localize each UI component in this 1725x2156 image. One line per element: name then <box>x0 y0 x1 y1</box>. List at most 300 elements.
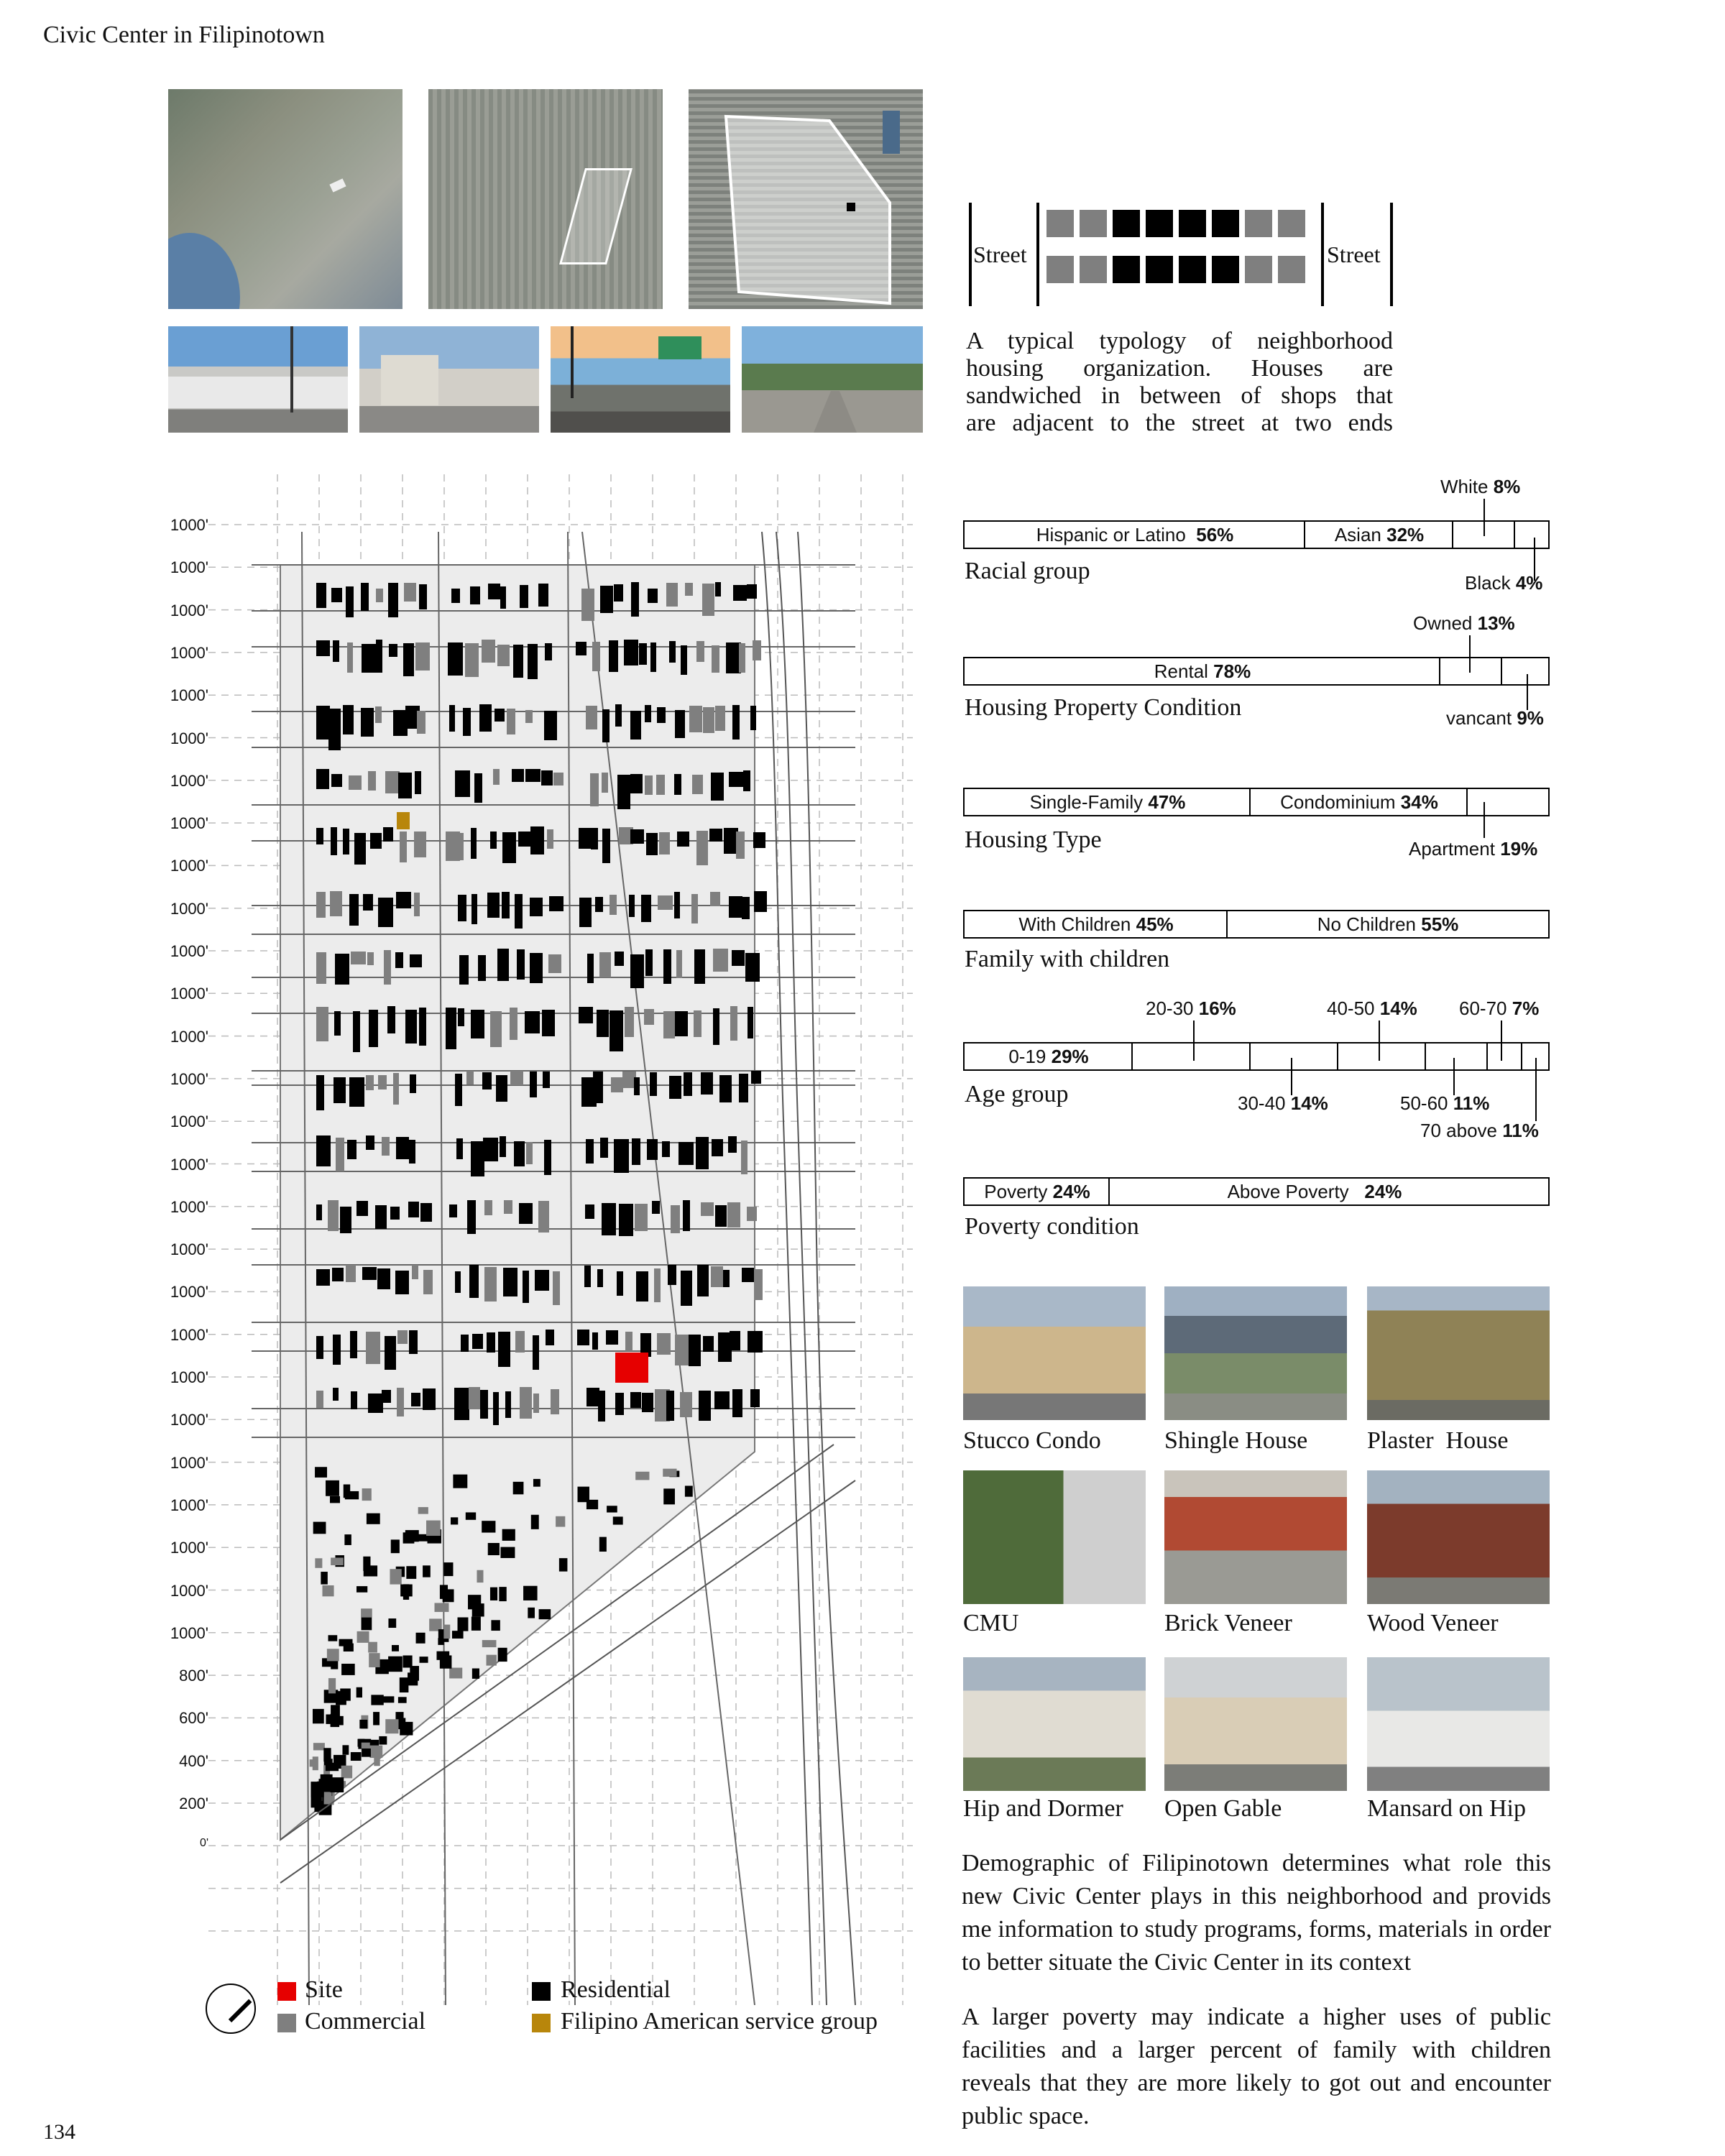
building-footprint <box>590 773 599 806</box>
building-footprint <box>629 895 635 917</box>
building-footprint <box>657 707 666 723</box>
building-footprint <box>730 1331 740 1350</box>
building-footprint <box>331 1714 339 1727</box>
building-footprint <box>639 643 647 665</box>
building-footprint <box>382 1137 390 1156</box>
building-footprint <box>750 706 756 730</box>
building-footprint <box>487 1655 497 1666</box>
building-footprint <box>333 1335 341 1365</box>
building-footprint <box>689 706 702 732</box>
building-footprint <box>493 1392 499 1425</box>
building-footprint <box>647 1139 658 1160</box>
building-footprint <box>479 704 492 732</box>
building-footprint <box>484 1267 497 1302</box>
building-footprint <box>359 1720 367 1728</box>
building-footprint <box>713 1008 719 1045</box>
building-footprint <box>634 1077 640 1095</box>
house-block <box>1146 256 1173 283</box>
building-footprint <box>354 833 366 865</box>
building-footprint <box>423 1388 436 1410</box>
building-footprint <box>410 1074 416 1093</box>
building-footprint <box>361 708 374 737</box>
building-footprint <box>390 1569 401 1584</box>
building-footprint <box>461 1335 469 1352</box>
building-footprint <box>488 1543 500 1555</box>
building-footprint <box>346 586 354 617</box>
building-footprint <box>327 1649 339 1661</box>
building-footprint <box>512 769 524 782</box>
building-footprint <box>469 1265 479 1298</box>
building-footprint <box>715 582 721 596</box>
building-footprint <box>328 1678 336 1693</box>
building-footprint <box>499 1587 506 1601</box>
building-footprint <box>376 640 382 673</box>
building-footprint <box>487 1332 495 1353</box>
building-footprint <box>466 1512 476 1519</box>
building-footprint <box>379 1736 387 1745</box>
building-footprint <box>375 706 382 723</box>
building-footprint <box>343 829 349 854</box>
aerial-photo-district <box>428 89 663 309</box>
label-wood-veneer: Wood Veneer <box>1367 1610 1499 1636</box>
building-footprint <box>373 1712 380 1725</box>
building-footprint <box>528 1608 535 1618</box>
building-footprint <box>586 706 597 729</box>
building-footprint <box>472 894 477 924</box>
building-footprint <box>543 1072 550 1088</box>
building-footprint <box>609 640 618 672</box>
building-footprint <box>344 1534 351 1545</box>
callout-age-20-30: 20-30 16% <box>1146 998 1236 1019</box>
building-footprint <box>415 771 421 794</box>
building-footprint <box>385 1719 398 1733</box>
scale-label: 1000' <box>170 899 208 918</box>
building-footprint <box>630 711 641 740</box>
building-footprint <box>617 1271 623 1296</box>
building-footprint <box>739 1074 748 1102</box>
label-poverty: Poverty condition <box>965 1213 1139 1240</box>
building-footprint <box>635 1204 648 1231</box>
building-footprint <box>387 1006 395 1033</box>
building-footprint <box>531 1515 539 1529</box>
building-footprint <box>576 642 586 655</box>
building-footprint <box>472 1617 481 1631</box>
building-footprint <box>585 1204 594 1219</box>
neighborhood-map <box>208 474 913 2005</box>
building-footprint <box>313 1709 324 1723</box>
building-footprint <box>530 898 543 916</box>
building-footprint <box>316 640 330 656</box>
building-footprint <box>376 589 383 602</box>
building-footprint <box>500 1547 515 1558</box>
building-footprint <box>449 1668 462 1679</box>
building-footprint <box>615 1393 624 1415</box>
scale-label: 1000' <box>170 601 208 619</box>
building-footprint <box>692 775 703 794</box>
scale-label: 1000' <box>170 1453 208 1472</box>
building-footprint <box>503 1268 518 1296</box>
building-footprint <box>361 1608 372 1617</box>
scale-label: 1000' <box>170 1112 208 1131</box>
building-footprint <box>614 1139 629 1173</box>
scale-labels <box>129 0 216 2156</box>
legend-swatch-site <box>277 1982 296 2001</box>
building-footprint <box>732 1389 742 1417</box>
building-footprint <box>451 1517 458 1524</box>
paragraph-poverty: A larger poverty may indicate a higher uses of public facilities and a larger percent of family with children reveals that they are more likely to got out and encounter public space. <box>962 2004 1551 2129</box>
building-footprint <box>316 706 330 740</box>
building-footprint <box>371 1695 383 1705</box>
house-block <box>1113 210 1140 237</box>
building-footprint <box>490 1588 497 1600</box>
building-footprint <box>610 1010 623 1051</box>
building-footprint <box>587 954 594 983</box>
building-footprint <box>681 1271 692 1306</box>
building-footprint <box>610 895 617 915</box>
building-footprint <box>370 833 382 849</box>
scale-label: 1000' <box>170 857 208 875</box>
building-footprint <box>602 709 610 742</box>
building-footprint <box>544 1140 551 1175</box>
building-footprint <box>751 1071 761 1084</box>
callout-age-70-above: 70 above 11% <box>1420 1120 1539 1141</box>
building-footprint <box>408 1672 418 1685</box>
building-footprint <box>356 1687 362 1697</box>
building-footprint <box>750 1389 760 1407</box>
building-footprint <box>368 1393 383 1413</box>
building-footprint <box>579 1007 593 1023</box>
building-footprint <box>689 1335 701 1366</box>
building-footprint <box>715 706 725 731</box>
building-footprint <box>316 583 326 608</box>
building-footprint <box>497 949 509 981</box>
scale-label: 1000' <box>170 1240 208 1259</box>
building-footprint <box>549 896 564 911</box>
building-footprint <box>316 1204 322 1220</box>
label-cmu: CMU <box>963 1610 1019 1636</box>
building-footprint <box>646 833 658 855</box>
building-footprint <box>685 1485 693 1496</box>
building-footprint <box>482 1521 495 1532</box>
building-footprint <box>701 1072 713 1095</box>
building-footprint <box>703 1336 714 1352</box>
building-footprint <box>648 589 658 603</box>
building-footprint <box>429 1618 442 1631</box>
building-footprint <box>313 1522 326 1534</box>
building-footprint <box>741 1141 748 1174</box>
building-footprint <box>553 773 564 786</box>
building-footprint <box>336 1691 346 1705</box>
building-footprint <box>754 1269 763 1300</box>
building-footprint <box>385 1336 396 1370</box>
building-footprint <box>368 1642 377 1653</box>
building-footprint <box>632 1138 640 1165</box>
building-footprint <box>362 1749 371 1757</box>
building-footprint <box>419 1008 426 1046</box>
building-footprint <box>641 895 651 922</box>
building-footprint <box>523 1586 538 1600</box>
building-footprint <box>736 831 745 859</box>
building-footprint <box>709 829 722 842</box>
photo-wood-veneer <box>1367 1470 1550 1604</box>
building-footprint <box>351 952 366 964</box>
photo-plaster-house <box>1367 1286 1550 1420</box>
building-footprint <box>654 1268 661 1302</box>
building-footprint <box>538 1201 549 1233</box>
building-footprint <box>400 1585 413 1597</box>
building-footprint <box>745 953 760 982</box>
building-footprint <box>472 1334 483 1349</box>
street-photo-3 <box>551 326 730 433</box>
building-footprint <box>472 1669 479 1679</box>
building-footprint <box>328 1635 338 1641</box>
building-footprint <box>748 1331 763 1353</box>
building-footprint <box>615 704 622 727</box>
scale-label: 1000' <box>170 1283 208 1302</box>
building-footprint <box>513 1482 524 1494</box>
aerial-photo-site <box>689 89 923 309</box>
building-footprint <box>336 1138 344 1171</box>
building-footprint <box>328 709 341 750</box>
building-footprint <box>530 953 543 983</box>
scale-label: 1000' <box>170 729 208 747</box>
building-footprint <box>650 642 656 672</box>
building-footprint <box>602 829 610 863</box>
scale-label: 1000' <box>170 814 208 833</box>
building-footprint <box>699 1391 711 1421</box>
building-footprint <box>630 954 644 988</box>
scale-label: 1000' <box>170 1623 208 1642</box>
building-footprint <box>351 1391 357 1409</box>
building-footprint <box>535 1270 549 1291</box>
building-footprint <box>396 1137 409 1159</box>
building-footprint <box>403 1532 415 1543</box>
scale-label: 1000' <box>170 686 208 705</box>
building-footprint <box>331 827 337 855</box>
building-footprint <box>530 826 544 854</box>
building-footprint <box>395 952 403 968</box>
building-footprint <box>478 955 486 981</box>
building-footprint <box>455 1074 462 1106</box>
building-footprint <box>455 1271 461 1293</box>
building-footprint <box>669 641 676 663</box>
building-footprint <box>703 707 714 733</box>
building-footprint <box>579 828 592 849</box>
building-footprint <box>729 772 744 787</box>
building-footprint <box>533 1479 540 1487</box>
building-footprint <box>472 1603 484 1616</box>
building-footprint <box>500 586 506 609</box>
building-footprint <box>409 1330 418 1354</box>
shop-block <box>1046 210 1074 237</box>
building-footprint <box>533 1335 539 1370</box>
building-footprint <box>577 1330 589 1345</box>
building-footprint <box>544 711 557 740</box>
building-footprint <box>681 645 687 675</box>
building-footprint <box>340 1207 351 1233</box>
building-footprint <box>443 1562 453 1576</box>
callout-age-60-70: 60-70 7% <box>1459 998 1540 1019</box>
shop-block <box>1278 256 1305 283</box>
building-footprint <box>467 1200 476 1234</box>
scale-label: 1000' <box>170 1325 208 1344</box>
building-footprint <box>502 1529 515 1541</box>
building-footprint <box>393 1073 399 1105</box>
building-footprint <box>344 1484 350 1498</box>
building-footprint <box>607 1506 617 1512</box>
bar-label-asian: Asian 32% <box>1334 523 1425 545</box>
building-footprint <box>484 1200 492 1215</box>
building-footprint <box>488 584 500 599</box>
shop-block <box>1080 256 1107 283</box>
building-footprint <box>405 1010 417 1044</box>
page-number: 134 <box>43 2120 75 2144</box>
building-footprint <box>669 1076 681 1099</box>
building-footprint <box>414 831 426 857</box>
building-footprint <box>378 898 393 927</box>
bar-label-no-children: No Children 55% <box>1317 913 1459 935</box>
building-footprint <box>551 1389 559 1414</box>
building-footprint <box>331 588 342 602</box>
building-footprint <box>366 1075 374 1090</box>
building-footprint <box>392 1645 399 1651</box>
photo-stucco-condo <box>963 1286 1146 1420</box>
street-photo-2 <box>359 326 539 433</box>
building-footprint <box>754 891 767 912</box>
building-footprint <box>417 711 426 734</box>
legend-label-residential: Residential <box>561 1976 671 2003</box>
scale-label: 0' <box>200 1837 208 1850</box>
building-footprint <box>333 1388 339 1401</box>
building-footprint <box>630 774 643 793</box>
building-footprint <box>316 1336 323 1359</box>
callout-white: White 8% <box>1440 476 1521 497</box>
building-footprint <box>617 775 630 809</box>
building-footprint <box>419 584 427 609</box>
building-footprint <box>426 1521 441 1536</box>
building-footprint <box>747 1207 757 1221</box>
building-footprint <box>743 770 750 791</box>
building-footprint <box>592 642 600 671</box>
building-footprint <box>409 1140 415 1164</box>
building-footprint <box>517 949 525 980</box>
building-footprint <box>663 949 671 984</box>
building-footprint <box>388 1618 396 1628</box>
callout-age-50-60: 50-60 11% <box>1400 1092 1490 1114</box>
bar-label-with-children: With Children 45% <box>1018 913 1174 935</box>
building-footprint <box>504 1200 512 1214</box>
building-footprint <box>518 831 530 847</box>
photo-hip-and-dormer <box>963 1657 1146 1791</box>
building-footprint <box>710 892 720 906</box>
building-footprint <box>315 1558 322 1567</box>
building-footprint <box>436 1651 449 1660</box>
building-footprint <box>597 1010 609 1037</box>
building-footprint <box>397 1388 404 1416</box>
building-footprint <box>465 643 479 677</box>
building-footprint <box>477 1570 483 1583</box>
building-footprint <box>383 827 393 842</box>
scale-label: 1000' <box>170 1197 208 1216</box>
house-block <box>1146 210 1173 237</box>
building-footprint <box>326 1763 339 1772</box>
building-footprint <box>341 1766 352 1779</box>
building-footprint <box>711 1266 723 1287</box>
building-footprint <box>614 584 623 602</box>
building-footprint <box>520 585 528 608</box>
building-footprint <box>545 643 552 660</box>
building-footprint <box>366 1135 374 1150</box>
building-footprint <box>396 892 411 908</box>
building-footprint <box>457 833 464 860</box>
building-footprint <box>378 1075 387 1089</box>
label-racial-group: Racial group <box>965 558 1090 584</box>
building-footprint <box>547 829 553 849</box>
building-footprint <box>458 895 466 921</box>
building-footprint <box>330 1496 340 1503</box>
building-footprint <box>491 1620 500 1631</box>
shop-block <box>1080 210 1107 237</box>
building-footprint <box>411 1393 420 1406</box>
building-footprint <box>739 643 745 673</box>
building-footprint <box>333 640 339 662</box>
bar-label-rental: Rental 78% <box>1154 660 1251 682</box>
building-footprint <box>490 1011 502 1047</box>
building-footprint <box>356 1201 368 1216</box>
building-footprint <box>316 892 326 918</box>
building-footprint <box>389 644 397 657</box>
label-shingle-house: Shingle House <box>1164 1427 1308 1454</box>
building-footprint <box>369 1746 382 1758</box>
photo-mansard-on-hip <box>1367 1657 1550 1791</box>
building-footprint <box>368 771 376 791</box>
building-footprint <box>748 1007 753 1038</box>
building-footprint <box>539 1609 551 1619</box>
building-footprint <box>598 1391 605 1422</box>
building-footprint <box>728 1136 737 1153</box>
bar-label-hispanic: Hispanic or Latino 56% <box>1036 523 1234 545</box>
photo-brick-veneer <box>1164 1470 1347 1604</box>
building-footprint <box>631 582 639 617</box>
building-footprint <box>339 1639 353 1646</box>
building-footprint <box>650 1072 657 1096</box>
building-footprint <box>363 894 373 911</box>
building-footprint <box>733 585 747 601</box>
building-footprint <box>362 644 377 673</box>
building-footprint <box>400 1722 413 1736</box>
callout-vacant: vancant 9% <box>1446 707 1544 729</box>
building-footprint <box>349 894 359 926</box>
bar-label-age-0-19: 0-19 29% <box>1008 1045 1089 1067</box>
building-footprint <box>330 891 342 916</box>
building-footprint <box>726 642 741 673</box>
building-footprint <box>595 897 603 912</box>
building-footprint <box>408 1202 419 1217</box>
building-footprint <box>353 1011 360 1052</box>
building-footprint <box>452 1631 464 1639</box>
building-footprint <box>671 1205 680 1233</box>
building-footprint <box>714 1391 730 1409</box>
building-footprint <box>586 1388 599 1406</box>
building-footprint <box>470 586 480 604</box>
photo-open-gable <box>1164 1657 1347 1791</box>
building-footprint <box>675 1335 689 1365</box>
legend-swatch-service-group <box>532 2014 551 2032</box>
building-footprint <box>729 896 742 918</box>
building-footprint <box>493 769 500 785</box>
label-plaster-house: Plaster House <box>1367 1427 1509 1454</box>
building-footprint <box>331 1557 344 1565</box>
